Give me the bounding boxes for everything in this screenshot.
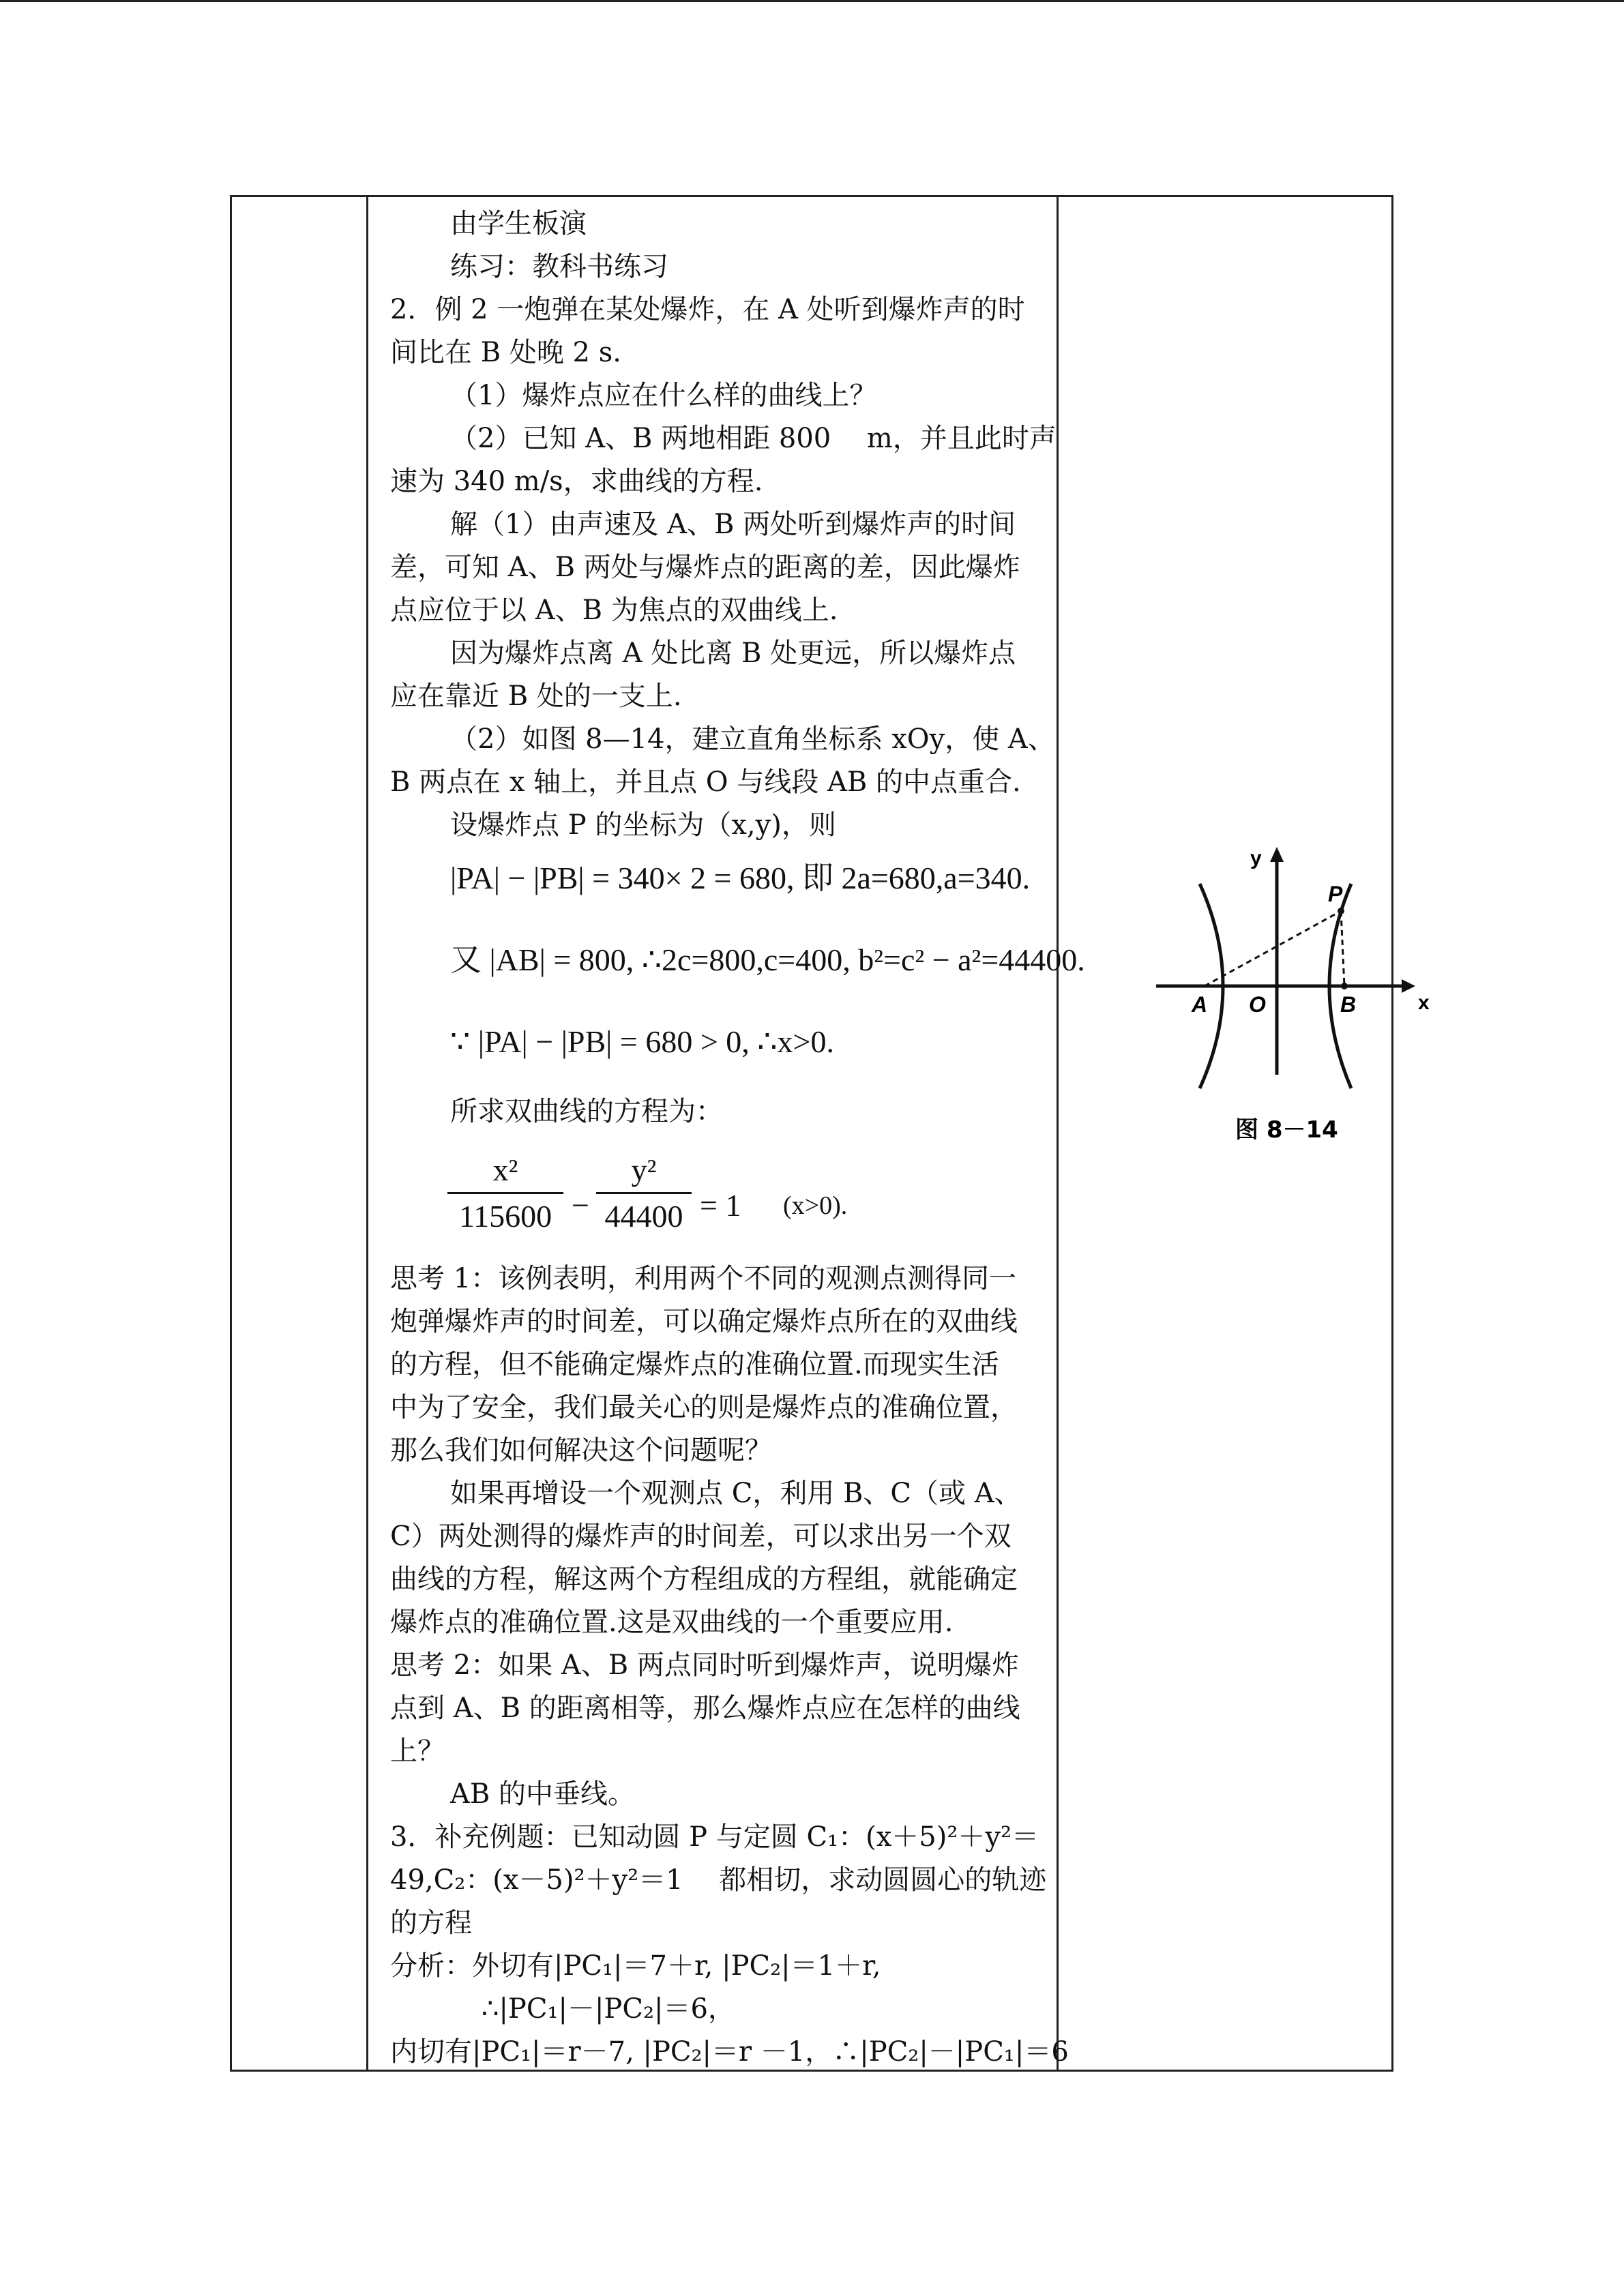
figure-caption: 图 8－14 xyxy=(1235,1116,1338,1144)
label-x: x xyxy=(1418,992,1430,1014)
minus-sign: − xyxy=(572,1188,589,1223)
text-line: （1）爆炸点应在什么样的曲线上？ xyxy=(450,380,877,411)
text-line: （2）如图 8—14，建立直角坐标系 xOy，使 A、 xyxy=(450,724,1055,755)
label-A: A xyxy=(1192,992,1208,1017)
point-P xyxy=(1338,908,1344,914)
text-line: ∴|PC₁|－|PC₂|＝6， xyxy=(482,1993,735,2025)
text-line: 爆炸点的准确位置.这是双曲线的一个重要应用. xyxy=(390,1607,954,1638)
text-line: 点到 A、B 的距离相等，那么爆炸点应在怎样的曲线 xyxy=(390,1693,1020,1724)
segment-AP xyxy=(1205,911,1341,986)
text-line: 思考 1：该例表明，利用两个不同的观测点测得同一 xyxy=(390,1263,1017,1294)
text-line: 中为了安全，我们最关心的则是爆炸点的准确位置， xyxy=(390,1392,1018,1423)
text-line: 如果再增设一个观测点 C，利用 B、C（或 A、 xyxy=(450,1478,1022,1509)
text-line: 差，可知 A、B 两处与爆炸点的距离的差，因此爆炸 xyxy=(390,552,1020,583)
label-y: y xyxy=(1250,847,1262,869)
text-line: 解（1）由声速及 A、B 两处听到爆炸声的时间 xyxy=(450,509,1016,540)
equation-line: 又 |AB| = 800, ∴2c=800,c=400, b²=c² − a²=44400. xyxy=(450,942,1085,977)
fraction-bar xyxy=(447,1192,563,1194)
fraction xyxy=(596,1152,692,1234)
equation-condition: (x>0). xyxy=(783,1191,848,1220)
equation-line: |PA| − |PB| = 340× 2 = 680, 即 2a=680,a=340. xyxy=(450,861,1031,895)
equation-line: ∵ |PA| − |PB| = 680 > 0, ∴x>0. xyxy=(450,1024,834,1059)
table-column-divider xyxy=(366,197,368,2070)
fraction-denominator: 44400 xyxy=(604,1199,683,1234)
text-line: C）两处测得的爆炸声的时间差，可以求出另一个双 xyxy=(390,1521,1012,1552)
text-line: 设爆炸点 P 的坐标为（x,y)，则 xyxy=(450,809,836,841)
text-line: 由学生板演 xyxy=(450,208,587,239)
label-O: O xyxy=(1249,992,1266,1017)
hyperbola-figure xyxy=(1147,837,1447,1178)
fraction-denominator: 115600 xyxy=(458,1199,552,1234)
fraction-numerator: y² xyxy=(631,1152,657,1187)
point-B xyxy=(1341,983,1348,989)
text-line: 练习：教科书练习 xyxy=(450,251,668,282)
text-line: 点应位于以 A、B 为焦点的双曲线上. xyxy=(390,595,838,626)
text-line: 应在靠近 B 处的一支上. xyxy=(390,681,682,712)
fraction xyxy=(447,1152,563,1234)
fraction-numerator: x² xyxy=(492,1152,518,1187)
text-line: 间比在 B 处晚 2 s. xyxy=(390,337,621,368)
text-line: 上？ xyxy=(390,1735,445,1767)
text-line: 思考 2：如果 A、B 两点同时听到爆炸声，说明爆炸 xyxy=(390,1650,1019,1681)
equation-rhs: = 1 xyxy=(700,1188,741,1223)
text-line: AB 的中垂线。 xyxy=(450,1778,635,1810)
lesson-content-cell xyxy=(379,197,1085,2070)
text-line: 因为爆炸点离 A 处比离 B 处更远，所以爆炸点 xyxy=(450,638,1016,669)
text-line: B 两点在 x 轴上，并且点 O 与线段 AB 的中点重合. xyxy=(390,766,1021,798)
text-line: 曲线的方程，解这两个方程组成的方程组，就能确定 xyxy=(390,1564,1018,1595)
text-line: 分析：外切有|PC₁|＝7＋r, |PC₂|＝1＋r, xyxy=(390,1950,881,1982)
x-axis-arrow xyxy=(1402,979,1415,993)
text-line: 内切有|PC₁|＝r－7, |PC₂|＝r －1，∴|PC₂|－|PC₁|＝6 xyxy=(390,2036,1069,2068)
text-line: 3．补充例题：已知动圆 P 与定圆 C₁：(x＋5)²＋y²＝ xyxy=(390,1821,1039,1853)
text-line: 速为 340 m/s，求曲线的方程. xyxy=(390,466,763,497)
text-line: 那么我们如何解决这个问题呢？ xyxy=(390,1435,772,1466)
text-line: 2．例 2 一炮弹在某处爆炸，在 A 处听到爆炸声的时 xyxy=(390,294,1025,325)
segment-PB xyxy=(1341,911,1344,986)
y-axis-arrow xyxy=(1270,847,1284,862)
text-line: 的方程，但不能确定爆炸点的准确位置.而现实生活 xyxy=(390,1349,999,1380)
hyperbola-diagram xyxy=(1147,837,1447,1178)
top-border-line xyxy=(0,0,1624,2)
text-line: （2）已知 A、B 两地相距 800 m，并且此时声 xyxy=(450,423,1057,454)
fraction-bar xyxy=(596,1192,692,1194)
label-P: P xyxy=(1328,882,1343,906)
text-line: 的方程 xyxy=(390,1907,472,1939)
label-B: B xyxy=(1340,992,1357,1017)
text-line: 所求双曲线的方程为： xyxy=(450,1096,723,1127)
text-line: 49,C₂：(x－5)²＋y²＝1 都相切，求动圆圆心的轨迹 xyxy=(390,1864,1047,1896)
text-line: 炮弹爆炸声的时间差，可以确定爆炸点所在的双曲线 xyxy=(390,1306,1018,1337)
